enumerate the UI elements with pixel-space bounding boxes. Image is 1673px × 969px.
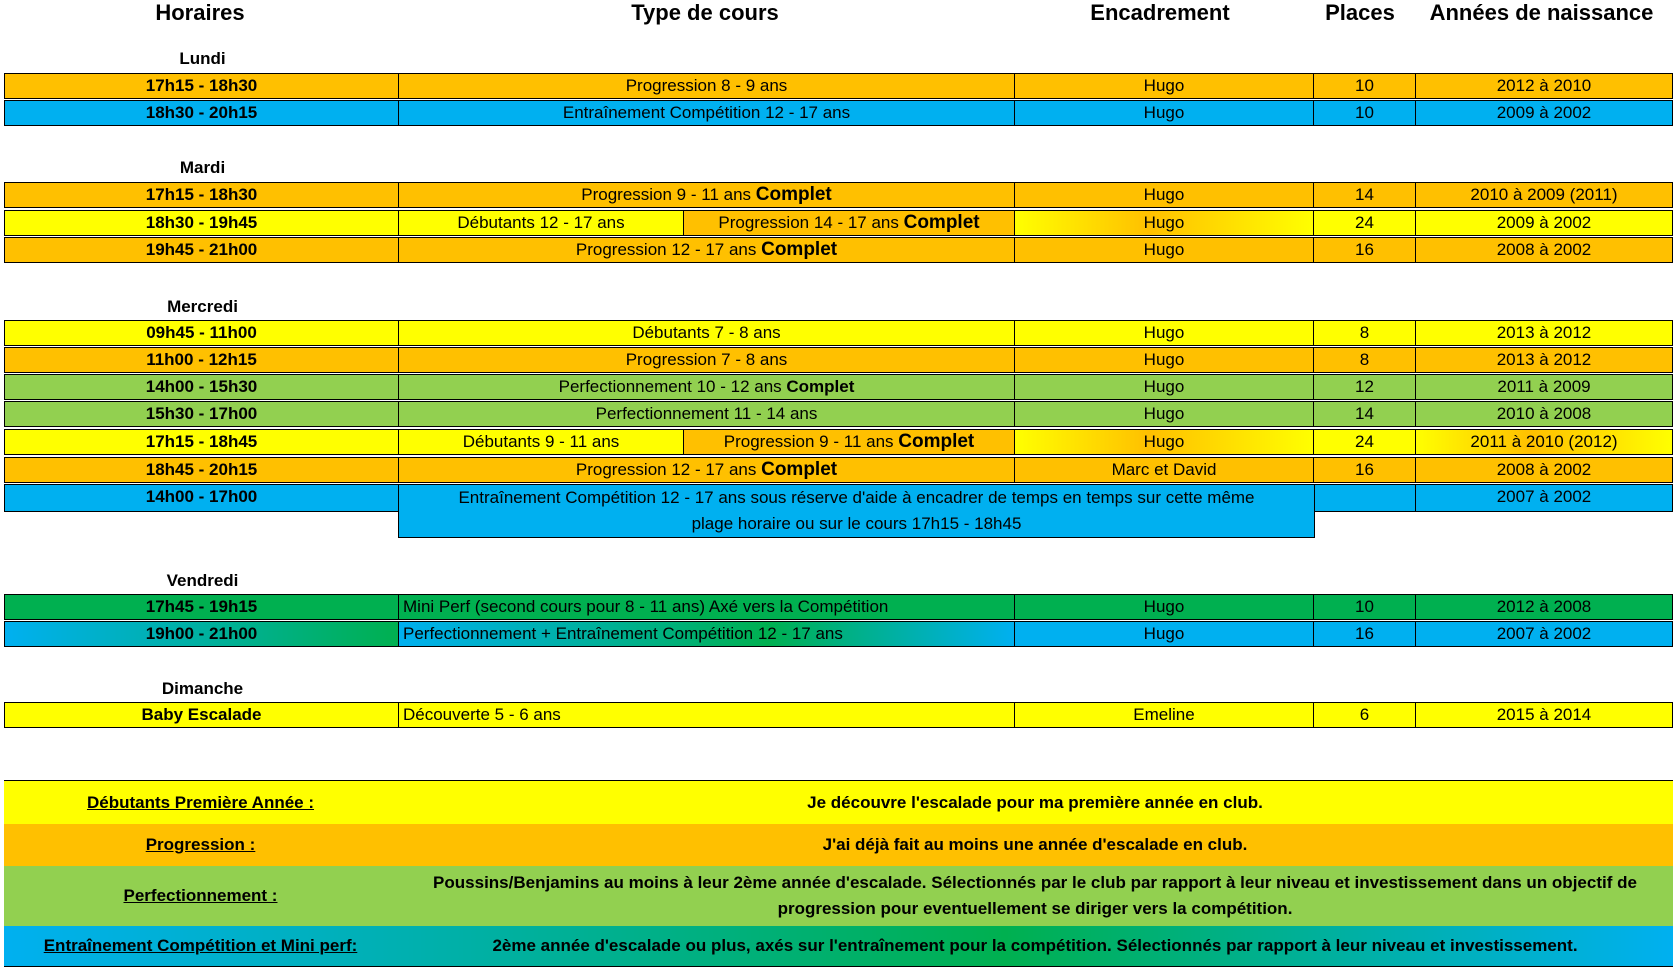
places-cell: 16 xyxy=(1313,457,1416,483)
header-encadrement: Encadrement xyxy=(1090,0,1230,25)
legend-term: Débutants Première Année : xyxy=(86,792,315,812)
legend-row-debutants xyxy=(4,781,1673,824)
time-cell: 17h15 - 18h45 xyxy=(4,429,399,455)
course-label: Progression 9 - 11 ans xyxy=(581,185,756,204)
time-cell: 19h00 - 21h00 xyxy=(4,621,399,647)
coach-cell: Hugo xyxy=(1014,182,1314,208)
coach-cell: Hugo xyxy=(1014,401,1314,427)
coach-cell: Hugo xyxy=(1014,73,1314,99)
years-cell: 2009 à 2002 xyxy=(1415,100,1673,126)
course-cell-progression xyxy=(683,429,1015,455)
time-cell: 17h15 - 18h30 xyxy=(4,73,399,99)
header-places: Places xyxy=(1325,0,1395,25)
years-cell: 2008 à 2002 xyxy=(1415,237,1673,263)
table-row xyxy=(4,73,1673,99)
course-cell xyxy=(398,484,1315,538)
day-label-lundi: Lundi xyxy=(179,49,226,68)
coach-cell: Marc et David xyxy=(1014,457,1314,483)
places-cell: 16 xyxy=(1313,621,1416,647)
years-cell: 2015 à 2014 xyxy=(1415,702,1673,728)
coach-cell: Hugo xyxy=(1014,237,1314,263)
course-label: Progression 14 - 17 ans xyxy=(718,213,904,232)
course-cell: Progression 8 - 9 ans xyxy=(398,73,1015,99)
time-cell: 14h00 - 15h30 xyxy=(4,374,399,400)
legend-desc: Je découvre l'escalade pour ma première année en club. xyxy=(807,792,1263,812)
time-cell: 17h45 - 19h15 xyxy=(4,594,399,620)
course-cell: Découverte 5 - 6 ans xyxy=(398,702,1015,728)
table-row xyxy=(4,621,1673,647)
time-cell: 19h45 - 21h00 xyxy=(4,237,399,263)
time-cell: 18h30 - 19h45 xyxy=(4,210,399,236)
years-cell: 2008 à 2002 xyxy=(1415,457,1673,483)
table-row xyxy=(4,702,1673,728)
course-cell xyxy=(398,182,1015,208)
time-cell: 18h30 - 20h15 xyxy=(4,100,399,126)
legend-desc-line-1: Poussins/Benjamins au moins à leur 2ème année d'escalade. Sélectionnés par le club par rapport à leur niveau et investissement dans un objectif de xyxy=(433,873,1637,892)
legend-desc: 2ème année d'escalade ou plus, axés sur l'entraînement pour la compétition. Sélectionnés par rapport à leur niveau et investissement. xyxy=(492,936,1578,955)
table-row xyxy=(4,347,1673,373)
years-cell: 2013 à 2012 xyxy=(1415,320,1673,346)
places-cell: 12 xyxy=(1313,374,1416,400)
places-cell: 24 xyxy=(1313,429,1416,455)
legend-term: Entraînement Compétition et Mini perf: xyxy=(43,936,358,955)
years-cell: 2011 à 2009 xyxy=(1415,374,1673,400)
table-row xyxy=(4,237,1673,263)
years-cell: 2012 à 2010 xyxy=(1415,73,1673,99)
table-row xyxy=(4,182,1673,208)
legend-row-progression xyxy=(4,824,1673,866)
table-row xyxy=(4,484,1673,538)
time-cell: 14h00 - 17h00 xyxy=(4,484,399,512)
course-label: Perfectionnement 10 - 12 ans xyxy=(558,377,787,396)
course-line-1: Entraînement Compétition 12 - 17 ans sous réserve d'aide à encadrer de temps en temps sur cette même xyxy=(458,488,1255,507)
complet-label: Complet xyxy=(903,212,980,233)
time-cell: 15h30 - 17h00 xyxy=(4,401,399,427)
course-cell xyxy=(398,374,1015,400)
coach-cell: Hugo xyxy=(1014,374,1314,400)
places-cell: 8 xyxy=(1313,320,1416,346)
table-row xyxy=(4,100,1673,126)
years-cell: 2013 à 2012 xyxy=(1415,347,1673,373)
course-cell: Progression 7 - 8 ans xyxy=(398,347,1015,373)
complet-label: Complet xyxy=(898,431,975,452)
complet-label: Complet xyxy=(755,184,832,205)
years-cell: 2009 à 2002 xyxy=(1415,210,1673,236)
day-label-dimanche: Dimanche xyxy=(161,679,244,698)
coach-cell: Emeline xyxy=(1014,702,1314,728)
table-row xyxy=(4,320,1673,346)
coach-cell: Hugo xyxy=(1014,594,1314,620)
day-label-vendredi: Vendredi xyxy=(166,571,239,590)
places-cell: 8 xyxy=(1313,347,1416,373)
places-cell: 10 xyxy=(1313,594,1416,620)
time-cell: 18h45 - 20h15 xyxy=(4,457,399,483)
course-cell: Perfectionnement + Entraînement Compétition 12 - 17 ans xyxy=(398,621,1015,647)
course-cell-progression xyxy=(683,210,1015,236)
complet-label: Complet xyxy=(786,377,855,396)
places-cell: 14 xyxy=(1313,182,1416,208)
places-cell: 10 xyxy=(1313,100,1416,126)
years-cell: 2007 à 2002 xyxy=(1415,484,1673,512)
table-row xyxy=(4,374,1673,400)
legend-term: Progression : xyxy=(145,835,256,854)
course-cell: Mini Perf (second cours pour 8 - 11 ans) Axé vers la Compétition xyxy=(398,594,1015,620)
course-cell: Perfectionnement 11 - 14 ans xyxy=(398,401,1015,427)
time-cell: 17h15 - 18h30 xyxy=(4,182,399,208)
years-cell: 2007 à 2002 xyxy=(1415,621,1673,647)
legend-row-competition xyxy=(4,926,1673,966)
course-cell-debutants: Débutants 9 - 11 ans xyxy=(398,429,684,455)
years-cell: 2011 à 2010 (2012) xyxy=(1415,429,1673,455)
course-cell xyxy=(398,457,1015,483)
legend-desc: J'ai déjà fait au moins une année d'escalade en club. xyxy=(822,835,1248,854)
header-horaires: Horaires xyxy=(155,0,245,25)
coach-cell: Hugo xyxy=(1014,621,1314,647)
years-cell: 2012 à 2008 xyxy=(1415,594,1673,620)
table-row xyxy=(4,594,1673,620)
course-label: Progression 9 - 11 ans xyxy=(723,432,899,451)
course-line-2: plage horaire ou sur le cours 17h15 - 18h45 xyxy=(691,514,1022,533)
course-label: Progression 12 - 17 ans xyxy=(575,460,762,479)
day-label-mardi: Mardi xyxy=(179,158,226,177)
course-cell: Débutants 7 - 8 ans xyxy=(398,320,1015,346)
table-row xyxy=(4,457,1673,483)
course-cell xyxy=(398,237,1015,263)
places-cell: 14 xyxy=(1313,401,1416,427)
places-cell: 10 xyxy=(1313,73,1416,99)
time-cell: Baby Escalade xyxy=(4,702,399,728)
coach-cell: Hugo xyxy=(1014,347,1314,373)
course-label: Progression 12 - 17 ans xyxy=(575,240,762,259)
legend-row-perfectionnement xyxy=(4,866,1673,926)
table-row xyxy=(4,401,1673,427)
places-cell: 24 xyxy=(1313,210,1416,236)
table-row xyxy=(4,210,1673,236)
coach-cell: Hugo xyxy=(1014,429,1314,455)
legend-desc xyxy=(397,866,1673,926)
time-cell: 11h00 - 12h15 xyxy=(4,347,399,373)
course-cell: Entraînement Compétition 12 - 17 ans xyxy=(398,100,1015,126)
coach-cell: Hugo xyxy=(1014,100,1314,126)
legend-desc-line-2: progression pour eventuellement se diriger vers la compétition. xyxy=(777,899,1293,918)
years-cell: 2010 à 2009 (2011) xyxy=(1415,182,1673,208)
header-annees: Années de naissance xyxy=(1429,0,1654,25)
header-type-de-cours: Type de cours xyxy=(631,0,779,25)
coach-cell: Hugo xyxy=(1014,320,1314,346)
complet-label: Complet xyxy=(761,459,838,480)
places-cell: 16 xyxy=(1313,237,1416,263)
years-cell: 2010 à 2008 xyxy=(1415,401,1673,427)
day-label-mercredi: Mercredi xyxy=(167,297,238,316)
places-cell xyxy=(1314,484,1416,512)
places-cell: 6 xyxy=(1313,702,1416,728)
coach-cell: Hugo xyxy=(1014,210,1314,236)
course-cell-debutants: Débutants 12 - 17 ans xyxy=(398,210,684,236)
legend-term: Perfectionnement : xyxy=(123,886,278,905)
table-row xyxy=(4,429,1673,455)
complet-label: Complet xyxy=(761,239,838,260)
time-cell: 09h45 - 11h00 xyxy=(4,320,399,346)
